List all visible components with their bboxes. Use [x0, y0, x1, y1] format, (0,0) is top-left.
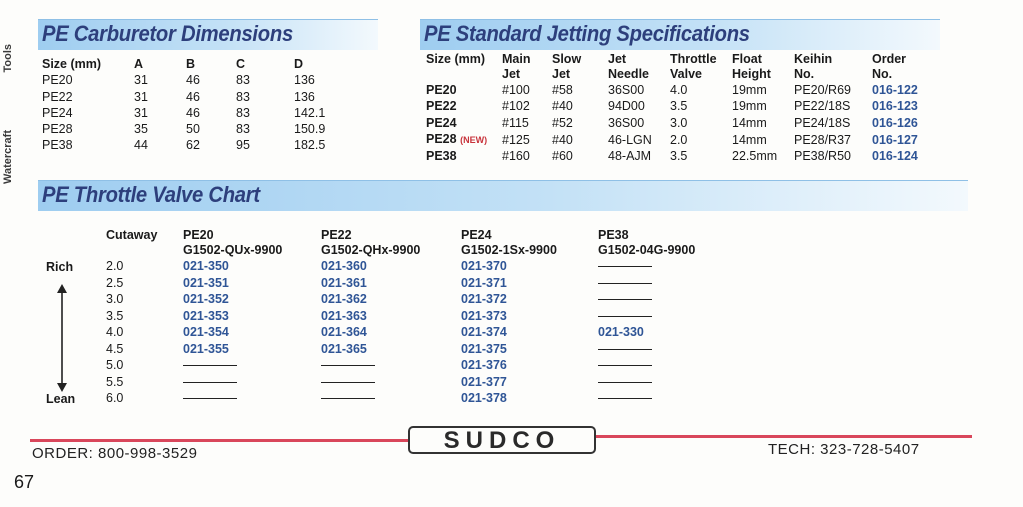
- throttle-valve-cell: [598, 308, 695, 325]
- throttle-valve-cell[interactable]: [183, 258, 282, 275]
- jetting-header-line: No.: [794, 67, 815, 81]
- cutaway-value: 3.5: [106, 308, 124, 323]
- order-number-link[interactable]: [872, 148, 932, 164]
- throttle-valve-cell[interactable]: [321, 308, 420, 325]
- cutaway-column: [106, 228, 157, 407]
- throttle-column-pe22: [321, 228, 420, 407]
- jetting-cell-text: PE28/R37: [794, 132, 851, 147]
- jetting-cell: [502, 131, 552, 148]
- jetting-cell-text: 14mm: [732, 115, 767, 130]
- dimensions-row: [42, 121, 334, 137]
- throttle-valve-cell[interactable]: [461, 258, 557, 275]
- jetting-cell-text: #100: [502, 83, 530, 97]
- dimensions-header-cell: Size (mm): [42, 57, 102, 71]
- throttle-valve-cell: [598, 357, 695, 374]
- jetting-banner: [420, 19, 940, 50]
- jetting-cell-text: #60: [552, 149, 573, 164]
- dimensions-cell: 46: [186, 89, 200, 104]
- throttle-valve-part-number[interactable]: 021-364: [321, 325, 367, 339]
- jetting-cell: [426, 131, 502, 148]
- throttle-valve-cell[interactable]: [461, 390, 557, 407]
- jetting-cell-text: PE20/R69: [794, 83, 851, 97]
- jetting-cell-text: #40: [552, 132, 573, 147]
- throttle-column-part: G1502-QHx-9900: [321, 243, 421, 257]
- throttle-title: PE Throttle Valve Chart: [42, 182, 260, 207]
- throttle-valve-cell[interactable]: [461, 275, 557, 292]
- throttle-valve-cell[interactable]: [183, 291, 282, 308]
- throttle-column-pe20: [183, 228, 282, 407]
- dimensions-cell: 46: [186, 105, 200, 120]
- throttle-valve-cell: [598, 275, 695, 292]
- dimensions-cell: 31: [134, 89, 148, 104]
- page-number: 67: [14, 472, 35, 492]
- throttle-valve-cell[interactable]: [461, 324, 557, 341]
- jetting-cell-text: #58: [552, 83, 573, 97]
- throttle-valve-part-number[interactable]: 021-360: [321, 259, 367, 273]
- jetting-header-cell: [426, 52, 502, 82]
- throttle-valve-cell[interactable]: [183, 308, 282, 325]
- throttle-valve-part-number[interactable]: 021-362: [321, 292, 367, 306]
- jetting-cell: [608, 82, 670, 98]
- jetting-header-line: Slow: [552, 52, 582, 66]
- throttle-valve-cell[interactable]: [598, 324, 695, 341]
- dimensions-title: PE Carburetor Dimensions: [42, 21, 293, 46]
- jetting-header-cell: [670, 52, 732, 82]
- jetting-header-line: Jet: [608, 52, 627, 66]
- not-available-dash: [598, 283, 652, 284]
- jetting-row: [426, 148, 932, 164]
- throttle-column-part: G1502-04G-9900: [598, 243, 696, 257]
- jetting-row: [426, 98, 932, 114]
- jetting-cell: [552, 98, 608, 114]
- jetting-header-cell: [552, 52, 608, 82]
- not-available-dash: [598, 349, 652, 350]
- dimensions-cell: 83: [236, 105, 250, 120]
- not-available-dash: [321, 365, 375, 366]
- jetting-cell-text: 4.0: [670, 83, 688, 97]
- jetting-cell-text: 94D00: [608, 99, 645, 114]
- jetting-cell: [794, 98, 872, 114]
- jetting-cell-text: 46-LGN: [608, 132, 652, 147]
- not-available-dash: [598, 365, 652, 366]
- dimensions-cell: 136: [294, 89, 315, 104]
- jetting-row: [426, 115, 932, 131]
- jetting-cell: [502, 82, 552, 98]
- cutaway-header: Cutaway: [106, 228, 158, 242]
- throttle-valve-cell: [598, 291, 695, 308]
- side-label-watercraft: Watercraft: [2, 130, 14, 184]
- throttle-valve-part-number[interactable]: 021-371: [461, 275, 507, 290]
- jetting-cell: [732, 115, 794, 131]
- jetting-cell-text: PE24: [426, 115, 457, 130]
- dimensions-cell: 83: [236, 73, 250, 88]
- not-available-dash: [183, 382, 237, 383]
- jetting-cell-text: #52: [552, 115, 573, 130]
- lean-label: Lean: [46, 392, 76, 406]
- throttle-valve-cell[interactable]: [461, 291, 557, 308]
- throttle-column-header: [183, 228, 282, 258]
- jetting-cell-text: 22.5mm: [732, 149, 778, 164]
- throttle-valve-part-number[interactable]: 021-363: [321, 308, 367, 323]
- throttle-valve-cell[interactable]: [321, 324, 420, 341]
- jetting-cell: [732, 148, 794, 164]
- jetting-cell: [426, 115, 502, 131]
- jetting-row: [426, 82, 932, 98]
- throttle-valve-cell: [183, 390, 282, 407]
- jetting-cell-text: 016-123: [872, 99, 918, 114]
- jetting-cell: [670, 148, 732, 164]
- jetting-cell: [552, 82, 608, 98]
- throttle-column-size: PE24: [461, 228, 492, 242]
- throttle-valve-cell: [183, 374, 282, 391]
- dimensions-cell: 182.5: [294, 138, 326, 153]
- jetting-cell-text: PE38/R50: [794, 149, 851, 164]
- dimensions-cell: 83: [236, 89, 250, 104]
- jetting-header-line: Order: [872, 52, 907, 66]
- jetting-cell-text: #160: [502, 149, 530, 164]
- throttle-valve-cell: [598, 258, 695, 275]
- throttle-valve-cell[interactable]: [321, 291, 420, 308]
- not-available-dash: [321, 382, 375, 383]
- jetting-cell-text: PE22/18S: [794, 99, 851, 114]
- jetting-cell: [502, 98, 552, 114]
- jetting-cell: [732, 98, 794, 114]
- not-available-dash: [598, 382, 652, 383]
- jetting-title: PE Standard Jetting Specifications: [424, 21, 750, 46]
- throttle-valve-part-number[interactable]: 021-372: [461, 292, 507, 306]
- dimensions-cell: 150.9: [294, 122, 326, 137]
- jetting-cell-text: 36S00: [608, 115, 645, 130]
- jetting-cell-text: #115: [502, 115, 529, 130]
- jetting-header-line: Keihin: [794, 52, 833, 66]
- jetting-cell: [608, 148, 670, 164]
- jetting-cell: [552, 148, 608, 164]
- cutaway-value: 5.0: [106, 358, 124, 372]
- order-number-link[interactable]: [872, 98, 932, 114]
- dimensions-table: [42, 56, 334, 154]
- throttle-valve-part-number[interactable]: 021-378: [461, 391, 507, 405]
- throttle-valve-cell[interactable]: [321, 275, 420, 292]
- cutaway-value: 3.0: [106, 292, 124, 306]
- order-number-link[interactable]: [872, 82, 932, 98]
- jetting-cell-text: 016-126: [872, 115, 918, 130]
- throttle-column-pe24: [461, 228, 557, 407]
- jetting-cell-text: 016-122: [872, 83, 918, 97]
- throttle-valve-part-number[interactable]: 021-350: [183, 259, 229, 273]
- throttle-column-header: [598, 228, 695, 258]
- throttle-valve-part-number[interactable]: 021-351: [183, 275, 229, 290]
- throttle-valve-cell[interactable]: [461, 357, 557, 374]
- jetting-header-cell: [732, 52, 794, 82]
- jetting-header-cell: [794, 52, 872, 82]
- jetting-cell-text: PE24/18S: [794, 115, 851, 130]
- jetting-header-line: Jet: [552, 67, 571, 81]
- throttle-valve-cell[interactable]: [321, 341, 420, 358]
- cutaway-value: 5.5: [106, 374, 124, 389]
- throttle-valve-part-number[interactable]: 021-374: [461, 325, 507, 339]
- throttle-column-size: PE38: [598, 228, 629, 242]
- jetting-header-line: Throttle: [670, 52, 717, 66]
- footer-red-line-right: [596, 435, 972, 438]
- jetting-cell-text: PE38: [426, 149, 457, 164]
- throttle-valve-cell[interactable]: [183, 275, 282, 292]
- jetting-cell-text: 3.5: [670, 99, 688, 114]
- throttle-valve-cell: [598, 341, 695, 358]
- throttle-column-header: [321, 228, 420, 258]
- sudco-logo: [408, 426, 596, 454]
- jetting-cell-text: 3.5: [670, 149, 688, 164]
- dimensions-header-cell: C: [236, 57, 246, 71]
- jetting-cell-text: #102: [502, 99, 530, 114]
- jetting-cell-text: 14mm: [732, 132, 767, 147]
- throttle-column-size: PE22: [321, 228, 352, 242]
- dimensions-cell: 31: [134, 73, 148, 88]
- jetting-cell: [794, 115, 872, 131]
- jetting-cell: [670, 115, 732, 131]
- throttle-valve-cell[interactable]: [461, 341, 557, 358]
- jetting-cell-text: 19mm: [732, 83, 767, 97]
- throttle-column-pe38: [598, 228, 695, 407]
- throttle-valve-part-number[interactable]: 021-375: [461, 341, 507, 356]
- dimensions-cell: 136: [294, 73, 315, 88]
- throttle-valve-part-number[interactable]: 021-355: [183, 341, 229, 356]
- not-available-dash: [321, 398, 375, 399]
- not-available-dash: [598, 316, 652, 317]
- dimensions-cell: 83: [236, 122, 250, 137]
- dimensions-cell: 62: [186, 138, 200, 153]
- jetting-cell: [608, 98, 670, 114]
- dimensions-row: [42, 72, 334, 88]
- jetting-cell: [426, 82, 502, 98]
- jetting-cell: [552, 115, 608, 131]
- cutaway-value: 4.5: [106, 341, 124, 356]
- dimensions-cell: PE20: [42, 73, 73, 88]
- new-badge: (NEW): [460, 134, 488, 145]
- dimensions-cell: PE22: [42, 89, 73, 104]
- jetting-header-line: No.: [872, 67, 893, 81]
- dimensions-cell: 50: [186, 122, 200, 137]
- throttle-valve-part-number[interactable]: 021-352: [183, 292, 229, 306]
- throttle-valve-part-number[interactable]: 021-377: [461, 374, 507, 389]
- jetting-header-line: Height: [732, 67, 771, 81]
- throttle-valve-part-number[interactable]: 021-353: [183, 308, 229, 323]
- rich-label: Rich: [46, 260, 74, 274]
- throttle-valve-cell: [598, 390, 695, 407]
- not-available-dash: [183, 398, 237, 399]
- throttle-column-size: PE20: [183, 228, 214, 242]
- jetting-cell: [426, 148, 502, 164]
- jetting-cell: [732, 131, 794, 148]
- jetting-cell: [502, 115, 552, 131]
- dimensions-header-cell: B: [186, 57, 196, 71]
- dimensions-header-cell: D: [294, 57, 304, 71]
- jetting-cell-text: 19mm: [732, 99, 767, 114]
- throttle-valve-part-number[interactable]: 021-370: [461, 259, 507, 273]
- dimensions-cell: 95: [236, 138, 250, 153]
- dimensions-cell: PE38: [42, 138, 73, 153]
- throttle-valve-part-number[interactable]: 021-330: [598, 325, 644, 339]
- dimensions-header-cell: A: [134, 57, 144, 71]
- jetting-cell: [794, 82, 872, 98]
- jetting-cell-text: 016-124: [872, 149, 918, 164]
- not-available-dash: [598, 266, 652, 267]
- jetting-cell: [608, 131, 670, 148]
- order-number-link[interactable]: [872, 115, 932, 131]
- jetting-header-line: Jet: [502, 67, 521, 81]
- not-available-dash: [598, 299, 652, 300]
- jetting-table: [426, 52, 932, 164]
- order-phone: ORDER: 800-998-3529: [32, 445, 198, 462]
- cutaway-value: 2.5: [106, 275, 124, 290]
- jetting-cell: [670, 82, 732, 98]
- throttle-valve-part-number[interactable]: 021-361: [321, 275, 367, 290]
- cutaway-value: 4.0: [106, 325, 124, 339]
- jetting-cell-text: 016-127: [872, 132, 918, 147]
- throttle-column-part: G1502-QUx-9900: [183, 243, 283, 257]
- jetting-cell: [552, 131, 608, 148]
- dimensions-cell: 142.1: [294, 105, 326, 120]
- throttle-valve-cell[interactable]: [461, 308, 557, 325]
- jetting-row: [426, 131, 932, 148]
- footer-red-line-left: [30, 439, 410, 442]
- dimensions-row: [42, 137, 334, 153]
- jetting-header-line: Size (mm): [426, 52, 486, 66]
- throttle-valve-cell[interactable]: [183, 324, 282, 341]
- jetting-cell: [426, 98, 502, 114]
- jetting-header-line: Valve: [670, 67, 702, 81]
- jetting-cell-text: 48-AJM: [608, 149, 652, 164]
- side-label-tools: Tools: [2, 44, 14, 73]
- jetting-cell-text: #125: [502, 132, 530, 147]
- jetting-cell: [502, 148, 552, 164]
- jetting-cell-text: PE22: [426, 99, 457, 114]
- throttle-valve-cell: [321, 390, 420, 407]
- dimensions-row: [42, 89, 334, 105]
- throttle-column-header: [461, 228, 557, 258]
- order-number-link[interactable]: [872, 131, 932, 148]
- dimensions-cell: PE24: [42, 105, 73, 120]
- dimensions-banner: [38, 19, 378, 50]
- dimensions-cell: 35: [134, 122, 148, 137]
- throttle-valve-cell[interactable]: [461, 374, 557, 391]
- throttle-valve-part-number[interactable]: 021-354: [183, 325, 229, 339]
- not-available-dash: [598, 398, 652, 399]
- throttle-valve-cell: [598, 374, 695, 391]
- jetting-cell: [608, 115, 670, 131]
- sudco-logo-text: SUDCO: [443, 427, 561, 454]
- throttle-valve-cell: [321, 357, 420, 374]
- throttle-valve-cell: [183, 357, 282, 374]
- dimensions-cell: PE28: [42, 122, 73, 137]
- throttle-valve-part-number[interactable]: 021-376: [461, 358, 507, 372]
- jetting-cell: [794, 148, 872, 164]
- tech-phone: TECH: 323-728-5407: [768, 441, 920, 458]
- throttle-valve-part-number[interactable]: 021-365: [321, 341, 367, 356]
- jetting-header-cell: [872, 52, 932, 82]
- jetting-cell-text: 3.0: [670, 115, 688, 130]
- jetting-header-line: Float: [732, 52, 762, 66]
- dimensions-cell: 46: [186, 73, 200, 88]
- throttle-valve-part-number[interactable]: 021-373: [461, 308, 507, 323]
- jetting-cell-text: 2.0: [670, 132, 688, 147]
- dimensions-row: [42, 105, 334, 121]
- jetting-header-line: Main: [502, 52, 531, 66]
- not-available-dash: [183, 365, 237, 366]
- jetting-cell: [732, 82, 794, 98]
- dimensions-cell: 31: [134, 105, 148, 120]
- jetting-cell: [794, 131, 872, 148]
- jetting-cell: [670, 131, 732, 148]
- jetting-cell-text: #40: [552, 99, 573, 114]
- throttle-valve-cell[interactable]: [321, 258, 420, 275]
- dimensions-cell: 44: [134, 138, 148, 153]
- rich-lean-arrow-icon: [55, 284, 69, 392]
- jetting-cell-text: PE28: [426, 131, 457, 146]
- jetting-cell: [670, 98, 732, 114]
- cutaway-value: 6.0: [106, 391, 124, 405]
- jetting-cell-text: PE20: [426, 83, 457, 97]
- throttle-valve-cell: [321, 374, 420, 391]
- jetting-header-line: Needle: [608, 67, 649, 81]
- jetting-header-cell: [608, 52, 670, 82]
- jetting-cell-text: 36S00: [608, 83, 645, 97]
- cutaway-value: 2.0: [106, 259, 124, 273]
- throttle-column-part: G1502-1Sx-9900: [461, 243, 557, 257]
- jetting-header-cell: [502, 52, 552, 82]
- throttle-valve-cell[interactable]: [183, 341, 282, 358]
- throttle-banner: [38, 180, 968, 211]
